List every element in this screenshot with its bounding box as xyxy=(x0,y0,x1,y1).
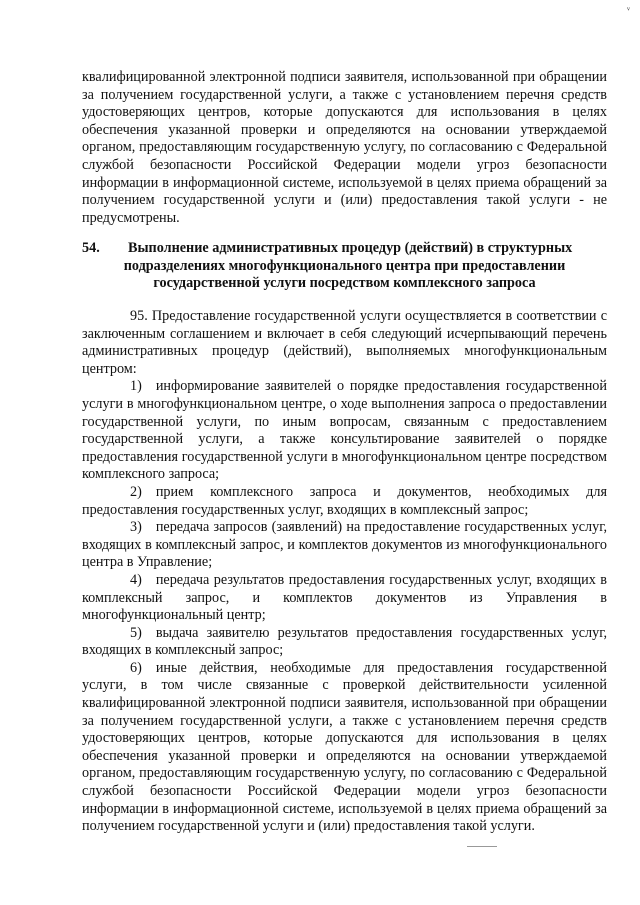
list-item-number: 4) xyxy=(130,571,142,588)
section-heading-line1 xyxy=(82,240,607,258)
list-item-text: передача результатов предоставления государственных услуг, входящих в комплексный запрос, и комплектов документов из Управления в многофункциональный центр; xyxy=(82,571,607,624)
list-item-number: 5) xyxy=(130,624,142,641)
section-title-line3: государственной услуги посредством комплексного запроса xyxy=(153,275,536,292)
list-item-text: выдача заявителю результатов предоставления государственных услуг, входящих в комплексный запрос; xyxy=(82,624,607,659)
top-paragraph: квалифицированной электронной подписи заявителя, использованной при обращении за получением государственной услуги, а также с установлением перечня средств удостоверяющих центров, которые допускаются для использования в целях обеспечения указанной проверки и определяются на основании утверждаемой органом, предоставляющим государственную услугу, по согласованию с Федеральной службой безопасности Российской Федерации модели угроз безопасности информации в информационной системе, используемой в целях приема обращений за получением государственной услуги и (или) предоставления такой услуги - не предусмотрены. xyxy=(82,69,607,226)
list-item-text: иные действия, необходимые для предоставления государственной услуги, в том числе связанные с проверкой действительности усиленной квалифицированной электронной подписи заявителя, использованной при обращении за получением государственной услуги, а также с установлением перечня средств удостоверяющих центров, которые допускаются для использования в целях обеспечения указанной проверки и определяются на основании утверждаемой органом, предоставляющим государственную услугу, по согласованию с Федеральной службой безопасности Российской Федерации модели угроз безопасности информации в информационной системе, используемой в целях приема обращений за получением государственной услуги и (или) предоставления такой услуги. xyxy=(82,659,607,835)
list-item-number: 2) xyxy=(130,483,142,500)
paragraph-95: 95. Предоставление государственной услуги осуществляется в соответствии с заключенным соглашением и включает в себя следующий исчерпывающий перечень административных процедур (действий), выполняемых многофункциональным центром: xyxy=(82,308,607,377)
list-item-number: 1) xyxy=(130,378,142,395)
list-item xyxy=(82,519,607,572)
list-item xyxy=(82,625,607,660)
list-item-text: передача запросов (заявлений) на предоставление государственных услуг, входящих в комплексный запрос, и комплектов документов из многофункционального центра в Управление; xyxy=(82,519,607,571)
section-number: 54. xyxy=(82,240,100,256)
list-item xyxy=(82,378,607,484)
section-title-line2: подразделениях многофункционального центра при предоставлении xyxy=(123,257,566,274)
list-item-text: прием комплексного запроса и документов, необходимых для предоставления государственных услуг, входящих в комплексный запрос; xyxy=(82,483,607,518)
list-item-text: информирование заявителей о порядке предоставления государственной услуги в многофункциональном центре, о ходе выполнения запроса о предоставлении государственной услуги, по иным вопросам, связанным с предоставлением государственной услуги, а также консультирование заявителей о порядке предоставления государственной услуги в многофункциональном центре посредством комплексного запроса; xyxy=(82,378,607,483)
scan-artifact-line xyxy=(467,846,497,847)
section-body xyxy=(82,308,607,836)
corner-mark: ᵛ xyxy=(627,5,630,16)
list-item-number: 3) xyxy=(130,519,142,536)
section-title-line1: Выполнение административных процедур (действий) в структурных xyxy=(128,240,573,256)
section-heading xyxy=(82,240,607,293)
list-item-number: 6) xyxy=(130,659,142,676)
list-item xyxy=(82,660,607,836)
list-item xyxy=(82,484,607,519)
list-item xyxy=(82,572,607,625)
